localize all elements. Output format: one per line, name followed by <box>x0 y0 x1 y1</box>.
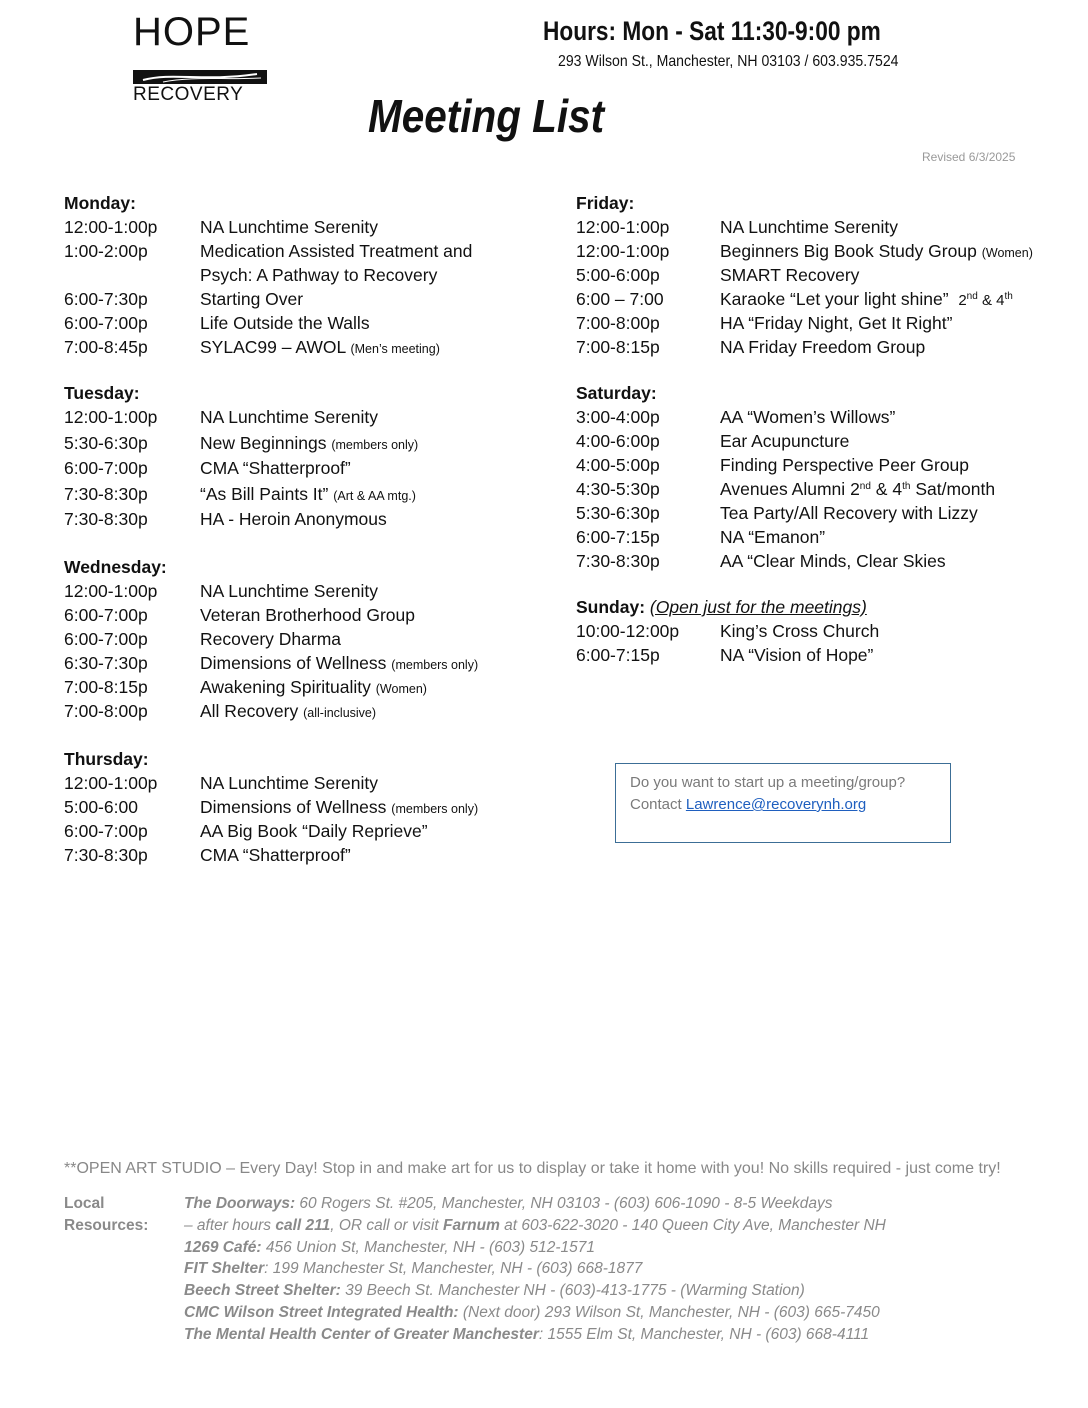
meeting-row: 4:00-5:00p Finding Perspective Peer Group <box>576 455 970 475</box>
meeting-row: 6:00-7:00p Veteran Brotherhood Group <box>64 604 416 625</box>
meeting-row: 7:00-8:15p Awakening Spirituality (Women) <box>64 676 427 697</box>
meeting-row: 4:00-6:00p Ear Acupuncture <box>576 431 850 451</box>
meeting-row: 5:30-6:30p Tea Party/All Recovery with Lizzy <box>576 503 978 523</box>
contact-email-link[interactable]: Lawrence@recoverynh.org <box>685 796 867 813</box>
contact-prompt: Do you want to start up a meeting/group? <box>630 774 906 791</box>
meeting-row: 6:00-7:00p CMA “Shatterproof” <box>64 458 351 478</box>
local-resources-label: Local Resources: <box>64 1195 149 1234</box>
meeting-row: 4:30-5:30p Avenues Alumni 2nd & 4th Sat/month <box>576 479 996 499</box>
meeting-row: 7:30-8:30p “As Bill Paints It” (Art & AA mtg.) <box>64 483 416 504</box>
day-heading-wednesday: Wednesday: <box>64 556 167 577</box>
meeting-row: 7:30-8:30p AA “Clear Minds, Clear Skies <box>576 551 946 571</box>
resource-item: The Doorways: 60 Rogers St. #205, Manchester, NH 03103 - (603) 606-1090 - 8-5 Weekdays <box>184 1195 833 1212</box>
resource-item: The Mental Health Center of Greater Manchester: 1555 Elm St, Manchester, NH - (603) 668-4111 <box>184 1325 870 1343</box>
meeting-row: 6:00-7:00p Recovery Dharma <box>64 628 342 649</box>
schedule-right-column <box>576 191 1076 667</box>
meeting-row: 7:00-8:00p HA “Friday Night, Get It Right” <box>576 313 953 333</box>
meeting-row: Psych: A Pathway to Recovery <box>200 265 438 285</box>
meeting-row: 6:00-7:30p Starting Over <box>64 289 304 309</box>
day-heading-sunday: Sunday: (Open just for the meetings) <box>576 597 867 617</box>
hope-recovery-logo <box>133 10 269 105</box>
meeting-row: 12:00-1:00p Beginners Big Book Study Group (Women) <box>576 241 1033 261</box>
meeting-row: 10:00-12:00p King’s Cross Church <box>576 621 880 641</box>
meeting-row: 12:00-1:00p NA Lunchtime Serenity <box>64 580 379 601</box>
resource-item: Beech Street Shelter: 39 Beech St. Manchester NH - (603)-413-1775 - (Warming Station) <box>184 1282 805 1300</box>
meeting-row: 3:00-4:00p AA “Women’s Willows” <box>576 407 896 427</box>
resource-item: 1269 Café: 456 Union St, Manchester, NH - (603) 512-1571 <box>184 1238 595 1256</box>
resource-item: CMC Wilson Street Integrated Health: (Next door) 293 Wilson St, Manchester, NH - (603) 665-7450 <box>184 1303 880 1321</box>
schedule-left-column <box>64 191 544 867</box>
day-heading-tuesday: Tuesday: <box>64 383 140 403</box>
local-resources-list <box>184 1193 886 1346</box>
meeting-row: 6:00-7:15p NA “Emanon” <box>576 527 826 547</box>
meeting-row: 12:00-1:00p NA Lunchtime Serenity <box>64 217 379 237</box>
start-meeting-contact-box: Do you want to start up a meeting/group? Contact Lawrence@recoverynh.org <box>615 763 951 843</box>
meeting-row: 12:00-1:00p NA Lunchtime Serenity <box>576 217 899 237</box>
page-title: Meeting List <box>368 90 605 142</box>
meeting-row: 6:00 – 7:00 Karaoke “Let your light shine” 2nd & 4th <box>576 289 1013 309</box>
logo-text-recovery: RECOVERY <box>133 84 244 105</box>
day-heading-monday: Monday: <box>64 193 136 213</box>
meeting-row: 7:30-8:30p HA - Heroin Anonymous <box>64 509 387 529</box>
meeting-row: 7:30-8:30p CMA “Shatterproof” <box>64 844 351 865</box>
logo-stripe <box>133 70 267 84</box>
meeting-row: 6:00-7:00p Life Outside the Walls <box>64 313 370 333</box>
meeting-row: 12:00-1:00p NA Lunchtime Serenity <box>64 407 379 427</box>
meeting-row: 12:00-1:00p NA Lunchtime Serenity <box>64 772 379 793</box>
meeting-row: 5:00-6:00p SMART Recovery <box>576 265 860 285</box>
meeting-row: 5:30-6:30p New Beginnings (members only) <box>64 432 419 453</box>
meeting-row: 7:00-8:15p NA Friday Freedom Group <box>576 337 926 357</box>
resource-item: – after hours call 211, OR call or visit Farnum at 603-622-3020 - 140 Queen City Ave, Manchester NH <box>184 1216 886 1234</box>
revised-date: Revised 6/3/2025 <box>922 150 1016 164</box>
open-art-studio-note: **OPEN ART STUDIO – Every Day! Stop in and make art for us to display or take it home with you! No skills required - just come try! <box>64 1160 1001 1177</box>
meeting-row: 1:00-2:00p Medication Assisted Treatment and <box>64 241 473 261</box>
meeting-row: 7:00-8:45p SYLAC99 – AWOL (Men’s meeting) <box>64 337 440 357</box>
hours-heading: Hours: Mon - Sat 11:30-9:00 pm <box>543 16 881 46</box>
address-line: 293 Wilson St., Manchester, NH 03103 / 603.935.7524 <box>558 53 899 70</box>
meeting-row: 6:30-7:30p Dimensions of Wellness (members only) <box>64 652 479 673</box>
meeting-row: 5:00-6:00 Dimensions of Wellness (members only) <box>64 796 479 817</box>
day-heading-saturday: Saturday: <box>576 383 657 403</box>
meeting-row: 6:00-7:00p AA Big Book “Daily Reprieve” <box>64 820 428 841</box>
resource-item: FIT Shelter: 199 Manchester St, Manchester, NH - (603) 668-1877 <box>184 1260 643 1278</box>
sunday-note: (Open just for the meetings) <box>649 597 867 617</box>
day-heading-thursday: Thursday: <box>64 748 149 769</box>
logo-text-hope: HOPE <box>133 10 251 54</box>
meeting-row: 6:00-7:15p NA “Vision of Hope” <box>576 645 874 665</box>
day-heading-friday: Friday: <box>576 193 635 213</box>
meeting-row: 7:00-8:00p All Recovery (all-inclusive) <box>64 700 377 721</box>
